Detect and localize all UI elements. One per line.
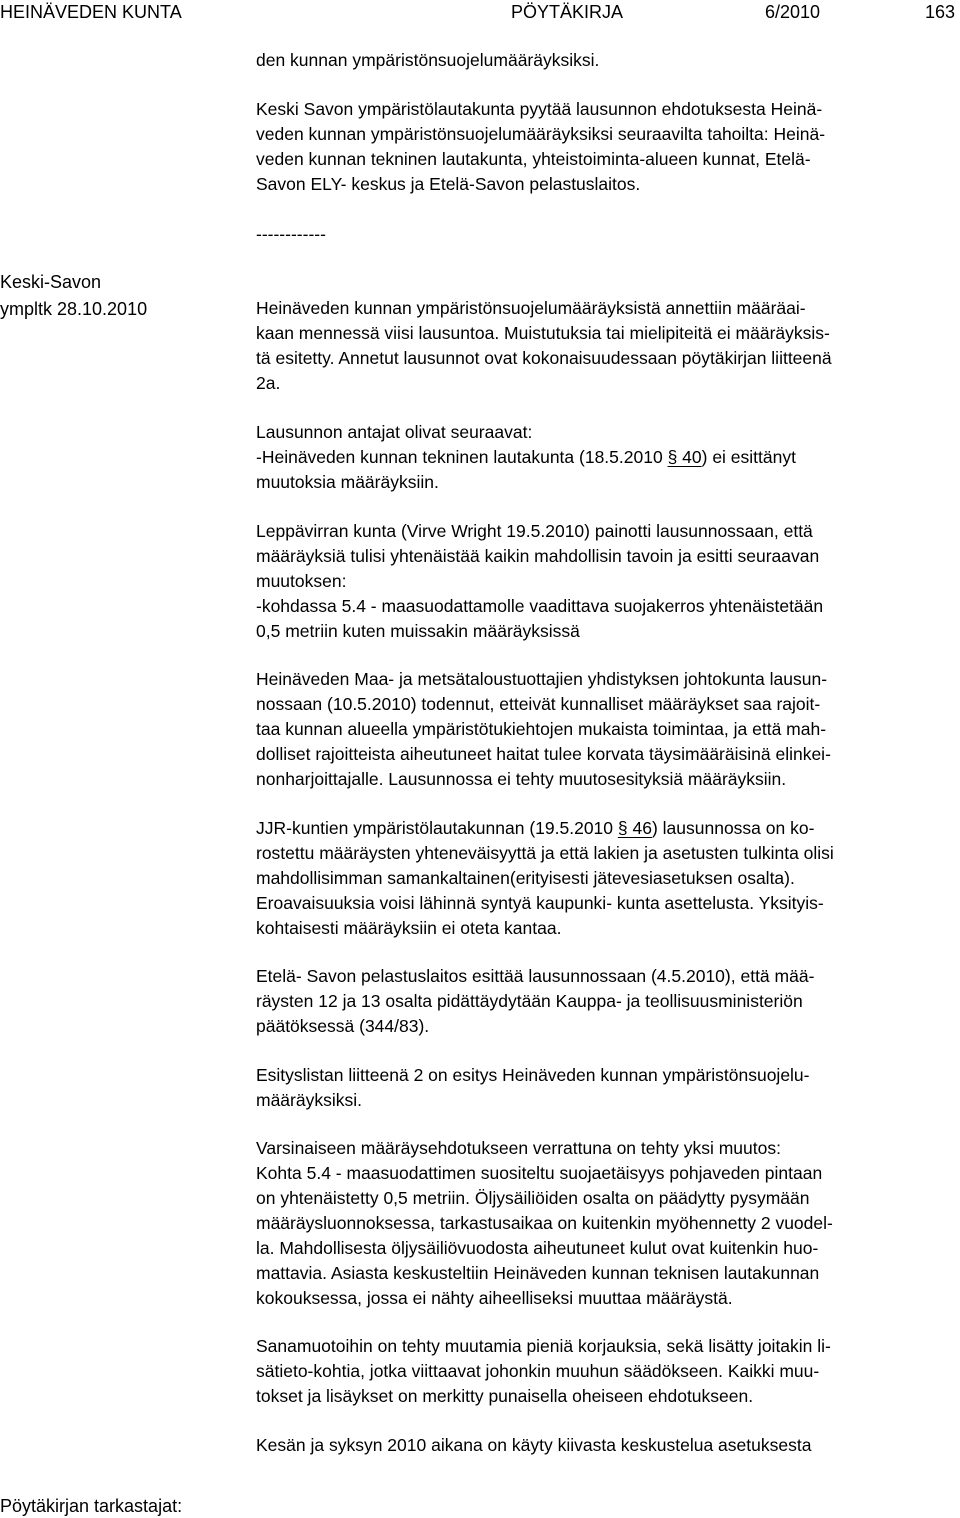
text-line: sätieto-kohtia, jotka viittaavat johonkin muuhun säädökseen. Kaikki muu-: [256, 1361, 820, 1381]
text-line: muutoksia määräyksiin.: [256, 472, 439, 492]
text-line: mahdollisimman samankaltainen(erityisesti jätevesiasetuksen osalta).: [256, 868, 795, 888]
municipality-name: HEINÄVEDEN KUNTA: [0, 2, 182, 22]
text-line: taa kunnan alueella ympäristötukiehtojen mukaista toimintaa, ja että mah-: [256, 719, 827, 739]
text-line: -kohdassa 5.4 - maasuodattamolle vaadittava suojakerros yhtenäistetään: [256, 596, 824, 616]
text-line: -Heinäveden kunnan tekninen lautakunta (18.5.2010 § 40) ei esittänyt: [256, 447, 796, 467]
text-line: Keski Savon ympäristölautakunta pyytää lausunnon ehdotuksesta Heinä-: [256, 99, 823, 119]
text-line: dolliset rajoitteista aiheutuneet haitat tulee korvata täysimääräisinä elinkei-: [256, 744, 831, 764]
text-line: Kesän ja syksyn 2010 aikana on käyty kiivasta keskustelua asetuksesta: [256, 1435, 812, 1455]
text-line: veden kunnan ympäristönsuojelumääräyksiksi seuraavilta tahoilta: Heinä-: [256, 124, 826, 144]
text-line: Heinäveden kunnan ympäristönsuojelumääräyksistä annettiin määräai-: [256, 298, 806, 318]
section-reference: § 46: [617, 818, 652, 838]
text-line: Heinäveden Maa- ja metsätaloustuottajien yhdistyksen johtokunta lausun-: [256, 669, 828, 689]
document-type: PÖYTÄKIRJA: [511, 2, 624, 22]
text-line: Varsinaiseen määräysehdotukseen verrattuna on tehty yksi muutos:: [256, 1138, 781, 1158]
text-line: 2a.: [256, 373, 281, 393]
text-line: kokouksessa, jossa ei nähty aiheelliseksi muuttaa määräystä.: [256, 1288, 733, 1308]
text-line: nossaan (10.5.2010) todennut, etteivät kunnalliset määräykset saa rajoit-: [256, 694, 821, 714]
separator-line: ------------: [256, 224, 326, 244]
text-line: 0,5 metriin kuten muissakin määräyksissä: [256, 621, 580, 641]
text-line: muutoksen:: [256, 571, 347, 591]
text-line: Esityslistan liitteenä 2 on esitys Heinäveden kunnan ympäristönsuojelu-: [256, 1065, 810, 1085]
text-line: den kunnan ympäristönsuojelumääräyksiksi.: [256, 50, 600, 70]
text-line: määräyksiksi.: [256, 1090, 362, 1110]
meeting-label: ympltk 28.10.2010: [0, 299, 148, 319]
text-line: tokset ja lisäykset on merkitty punaisella oheiseen ehdotukseen.: [256, 1386, 754, 1406]
minutes-checkers-label: Pöytäkirjan tarkastajat:: [0, 1496, 183, 1516]
text-line: la. Mahdollisesta öljysäiliövuodosta aiheutuneet kulut ovat kuitenkin huo-: [256, 1238, 819, 1258]
text-line: kohtaisesti määräyksiin ei oteta kantaa.: [256, 918, 562, 938]
text-line: mattavia. Asiasta keskusteltiin Heinäveden kunnan teknisen lautakunnan: [256, 1263, 820, 1283]
text-line: määräyksiä tulisi yhtenäistää kaikin mahdollisin tavoin ja esitti seuraavan: [256, 546, 820, 566]
text-line: veden kunnan tekninen lautakunta, yhteistoiminta-alueen kunnat, Etelä-: [256, 149, 811, 169]
text-line: Eroavaisuuksia voisi lähinnä syntyä kaupunki- kunta asettelusta. Yksityis-: [256, 893, 824, 913]
section-reference: § 40: [667, 447, 702, 467]
text-line: kaan mennessä viisi lausuntoa. Muistutuksia tai mielipiteitä ei määräyksis-: [256, 323, 830, 343]
text-line: Etelä- Savon pelastuslaitos esittää lausunnossaan (4.5.2010), että mää-: [256, 966, 815, 986]
text-line: päätöksessä (344/83).: [256, 1016, 430, 1036]
text-line: Lausunnon antajat olivat seuraavat:: [256, 422, 533, 442]
text-line: Leppävirran kunta (Virve Wright 19.5.2010) painotti lausunnossaan, että: [256, 521, 813, 541]
text-line: nonharjoittajalle. Lausunnossa ei tehty muutosesityksiä määräyksiin.: [256, 769, 787, 789]
text-line: on yhtenäistetty 0,5 metriin. Öljysäiliöiden osalta on päädytty pysymään: [256, 1188, 810, 1208]
text-line: JJR-kuntien ympäristölautakunnan (19.5.2010 § 46) lausunnossa on ko-: [256, 818, 815, 838]
text-line: Kohta 5.4 - maasuodattimen suositeltu suojaetäisyys pohjaveden pintaan: [256, 1163, 823, 1183]
body-label: Keski-Savon: [0, 272, 102, 292]
text-line: rostettu määräysten yhteneväisyyttä ja että lakien ja asetusten tulkinta olisi: [256, 843, 834, 863]
text-line: määräysluonnoksessa, tarkastusaikaa on kuitenkin myöhennetty 2 vuodel-: [256, 1213, 833, 1233]
text-line: Savon ELY- keskus ja Etelä-Savon pelastuslaitos.: [256, 174, 641, 194]
text-line: tä esitetty. Annetut lausunnot ovat kokonaisuudessaan pöytäkirjan liitteenä: [256, 348, 832, 368]
page-number: 163: [925, 2, 956, 22]
issue-number: 6/2010: [765, 2, 821, 22]
text-line: Sanamuotoihin on tehty muutamia pieniä korjauksia, sekä lisätty joitakin li-: [256, 1336, 831, 1356]
text-line: räysten 12 ja 13 osalta pidättäydytään Kauppa- ja teollisuusministeriön: [256, 991, 803, 1011]
